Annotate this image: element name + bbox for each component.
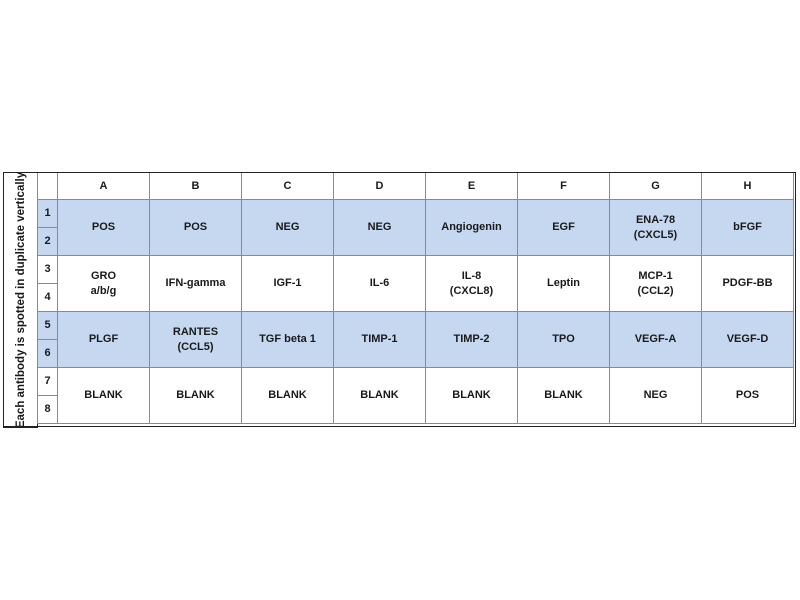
antibody-label: VEGF-D [726,333,769,345]
antibody-cell [334,256,426,312]
antibody-cell [150,368,242,424]
antibody-cell [242,256,334,312]
antibody-label: BLANK [360,389,399,401]
column-header-row [38,173,794,200]
antibody-label: (CXCL8) [449,284,494,297]
antibody-label: TPO [552,333,575,345]
antibody-label: Angiogenin [441,221,502,233]
antibody-label: IL-6 [369,277,390,289]
column-header: C [242,173,334,200]
antibody-label: PDGF-BB [722,277,773,289]
column-header: H [702,173,794,200]
antibody-cell [334,312,426,368]
array-grid [37,172,794,424]
antibody-label: Leptin [547,277,580,289]
antibody-label: POS [735,389,760,401]
antibody-cell [702,312,794,368]
side-label-box [3,172,38,428]
antibody-label: (CXCL5) [633,228,678,241]
row-number: 1 [38,200,58,228]
grid-row [38,312,794,340]
row-number: 5 [38,312,58,340]
antibody-cell [518,312,610,368]
antibody-label: BLANK [84,389,123,401]
antibody-label: NEG [643,389,668,401]
antibody-label: ENA-78 [635,213,676,226]
row-number: 6 [38,340,58,368]
antibody-cell [610,312,702,368]
column-header: B [150,173,242,200]
antibody-label: POS [183,221,208,233]
column-header: F [518,173,610,200]
antibody-label: IL-8 [461,269,482,282]
row-number: 7 [38,368,58,396]
antibody-cell [150,312,242,368]
antibody-label: GRO [90,269,117,282]
antibody-label: BLANK [544,389,583,401]
row-number: 4 [38,284,58,312]
antibody-label: a/b/g [90,284,117,297]
antibody-cell [518,368,610,424]
antibody-label: POS [91,221,116,233]
antibody-cell [610,200,702,256]
antibody-cell [58,200,150,256]
antibody-cell [518,256,610,312]
antibody-cell [426,368,518,424]
antibody-label: NEG [275,221,300,233]
antibody-label: BLANK [268,389,307,401]
antibody-cell [426,312,518,368]
antibody-cell [242,200,334,256]
antibody-cell [702,200,794,256]
antibody-array-map [3,172,797,428]
side-label: Each antibody is spotted in duplicate vertically [14,171,27,429]
antibody-cell [242,368,334,424]
antibody-cell [610,368,702,424]
antibody-cell [334,368,426,424]
antibody-label: IFN-gamma [165,277,226,289]
corner-cell [38,173,58,200]
antibody-label: (CCL5) [177,340,214,353]
antibody-cell [610,256,702,312]
antibody-cell [334,200,426,256]
antibody-cell [150,256,242,312]
antibody-cell [58,256,150,312]
antibody-label: TGF beta 1 [259,333,316,345]
column-header: A [58,173,150,200]
column-header: D [334,173,426,200]
antibody-label: TIMP-2 [453,333,490,345]
antibody-label: TIMP-1 [361,333,398,345]
antibody-label: (CCL2) [637,284,674,297]
antibody-label: NEG [367,221,392,233]
antibody-label: MCP-1 [638,269,673,282]
antibody-cell [518,200,610,256]
antibody-cell [702,256,794,312]
row-number: 3 [38,256,58,284]
row-number: 2 [38,228,58,256]
antibody-cell [242,312,334,368]
antibody-cell [426,200,518,256]
antibody-cell [150,200,242,256]
grid-row [38,256,794,284]
antibody-cell [702,368,794,424]
antibody-label: IGF-1 [273,277,302,289]
antibody-label: BLANK [452,389,491,401]
column-header: G [610,173,702,200]
antibody-label: RANTES [172,325,219,338]
grid-row [38,368,794,396]
antibody-cell [58,368,150,424]
antibody-cell [58,312,150,368]
antibody-label: PLGF [88,333,119,345]
column-header: E [426,173,518,200]
grid-row [38,200,794,228]
antibody-cell [426,256,518,312]
antibody-label: VEGF-A [634,333,677,345]
antibody-label: EGF [552,221,575,233]
antibody-label: BLANK [176,389,215,401]
row-number: 8 [38,396,58,424]
antibody-label: bFGF [733,221,762,233]
